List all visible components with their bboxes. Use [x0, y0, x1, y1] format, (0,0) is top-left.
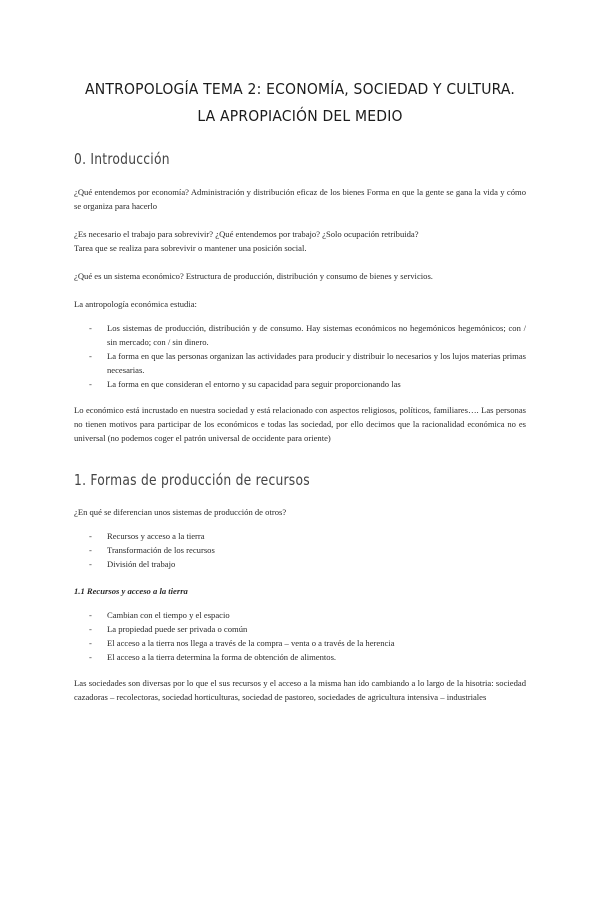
paragraph-sistemas-produccion: ¿En qué se diferencian unos sistemas de producción de otros?: [74, 507, 287, 517]
paragraph-sociedades: Las sociedades son diversas por lo que el sus recursos y el acceso a la misma han ido cambiando a lo largo de la hisotria: sociedad cazadoras – recolectoras, sociedad horticulturas, sociedad de pastoreo, sociedades de agricultura intensiva – industriales: [74, 678, 526, 702]
list-item: - Recursos y acceso a la tierra: [74, 529, 526, 543]
list-diferencias: [74, 529, 526, 571]
list-item: - Transformación de los recursos: [74, 543, 526, 557]
subsection-heading-recursos: 1.1 Recursos y acceso a la tierra: [74, 586, 188, 596]
paragraph-trabajo-answer: Tarea que se realiza para sobrevivir o mantener una posición social.: [74, 243, 307, 253]
paragraph-economia: ¿Qué entendemos por economía? Administración y distribución eficaz de los bienes Forma en que la gente se gana la vida y cómo se organiza para hacerlo: [74, 187, 526, 211]
list-item: - La propiedad puede ser privada o común: [74, 622, 526, 636]
paragraph-antropologia-estudia: La antropología económica estudia:: [74, 299, 197, 309]
paragraph-trabajo-question: ¿Es necesario el trabajo para sobrevivir? ¿Qué entendemos por trabajo? ¿Solo ocupación retribuida?: [74, 229, 419, 239]
document-page: [0, 76, 600, 924]
list-recursos-tierra: [74, 608, 526, 664]
paragraph-trabajo: [74, 227, 526, 255]
list-item: - Los sistemas de producción, distribución y de consumo. Hay sistemas económicos no hegemónicos hegemónicos; con / sin mercado; con / sin dinero.: [74, 321, 526, 349]
section-heading-formas-produccion: 1. Formas de producción de recursos: [74, 471, 310, 489]
list-antropologia-estudia: [74, 321, 526, 391]
paragraph-lo-economico: Lo económico está incrustado en nuestra sociedad y está relacionado con aspectos religiosos, políticos, familiares…. Las personas no tienen motivos para participar de los económicos e todas las sociedad, por ello decimos que la racionalidad económica no es universal (no podemos coger el patrón universal de occidente para oriente): [74, 405, 526, 443]
list-item: - Cambian con el tiempo y el espacio: [74, 608, 526, 622]
list-item: - El acceso a la tierra nos llega a través de la compra – venta o a través de la herencia: [74, 636, 526, 650]
list-item: - El acceso a la tierra determina la forma de obtención de alimentos.: [74, 650, 526, 664]
list-item: - La forma en que consideran el entorno y su capacidad para seguir proporcionando las: [74, 377, 526, 391]
document-title: ANTROPOLOGÍA TEMA 2: ECONOMÍA, SOCIEDAD Y CULTURA. LA APROPIACIÓN DEL MEDIO: [84, 80, 516, 125]
section-heading-introduccion: 0. Introducción: [74, 150, 170, 168]
paragraph-sistema-economico: ¿Qué es un sistema económico? Estructura de producción, distribución y consumo de bienes y servicios.: [74, 271, 433, 281]
list-item: - La forma en que las personas organizan las actividades para producir y distribuir lo necesarios y los lujos materias primas necesarias.: [74, 349, 526, 377]
list-item: - División del trabajo: [74, 557, 526, 571]
